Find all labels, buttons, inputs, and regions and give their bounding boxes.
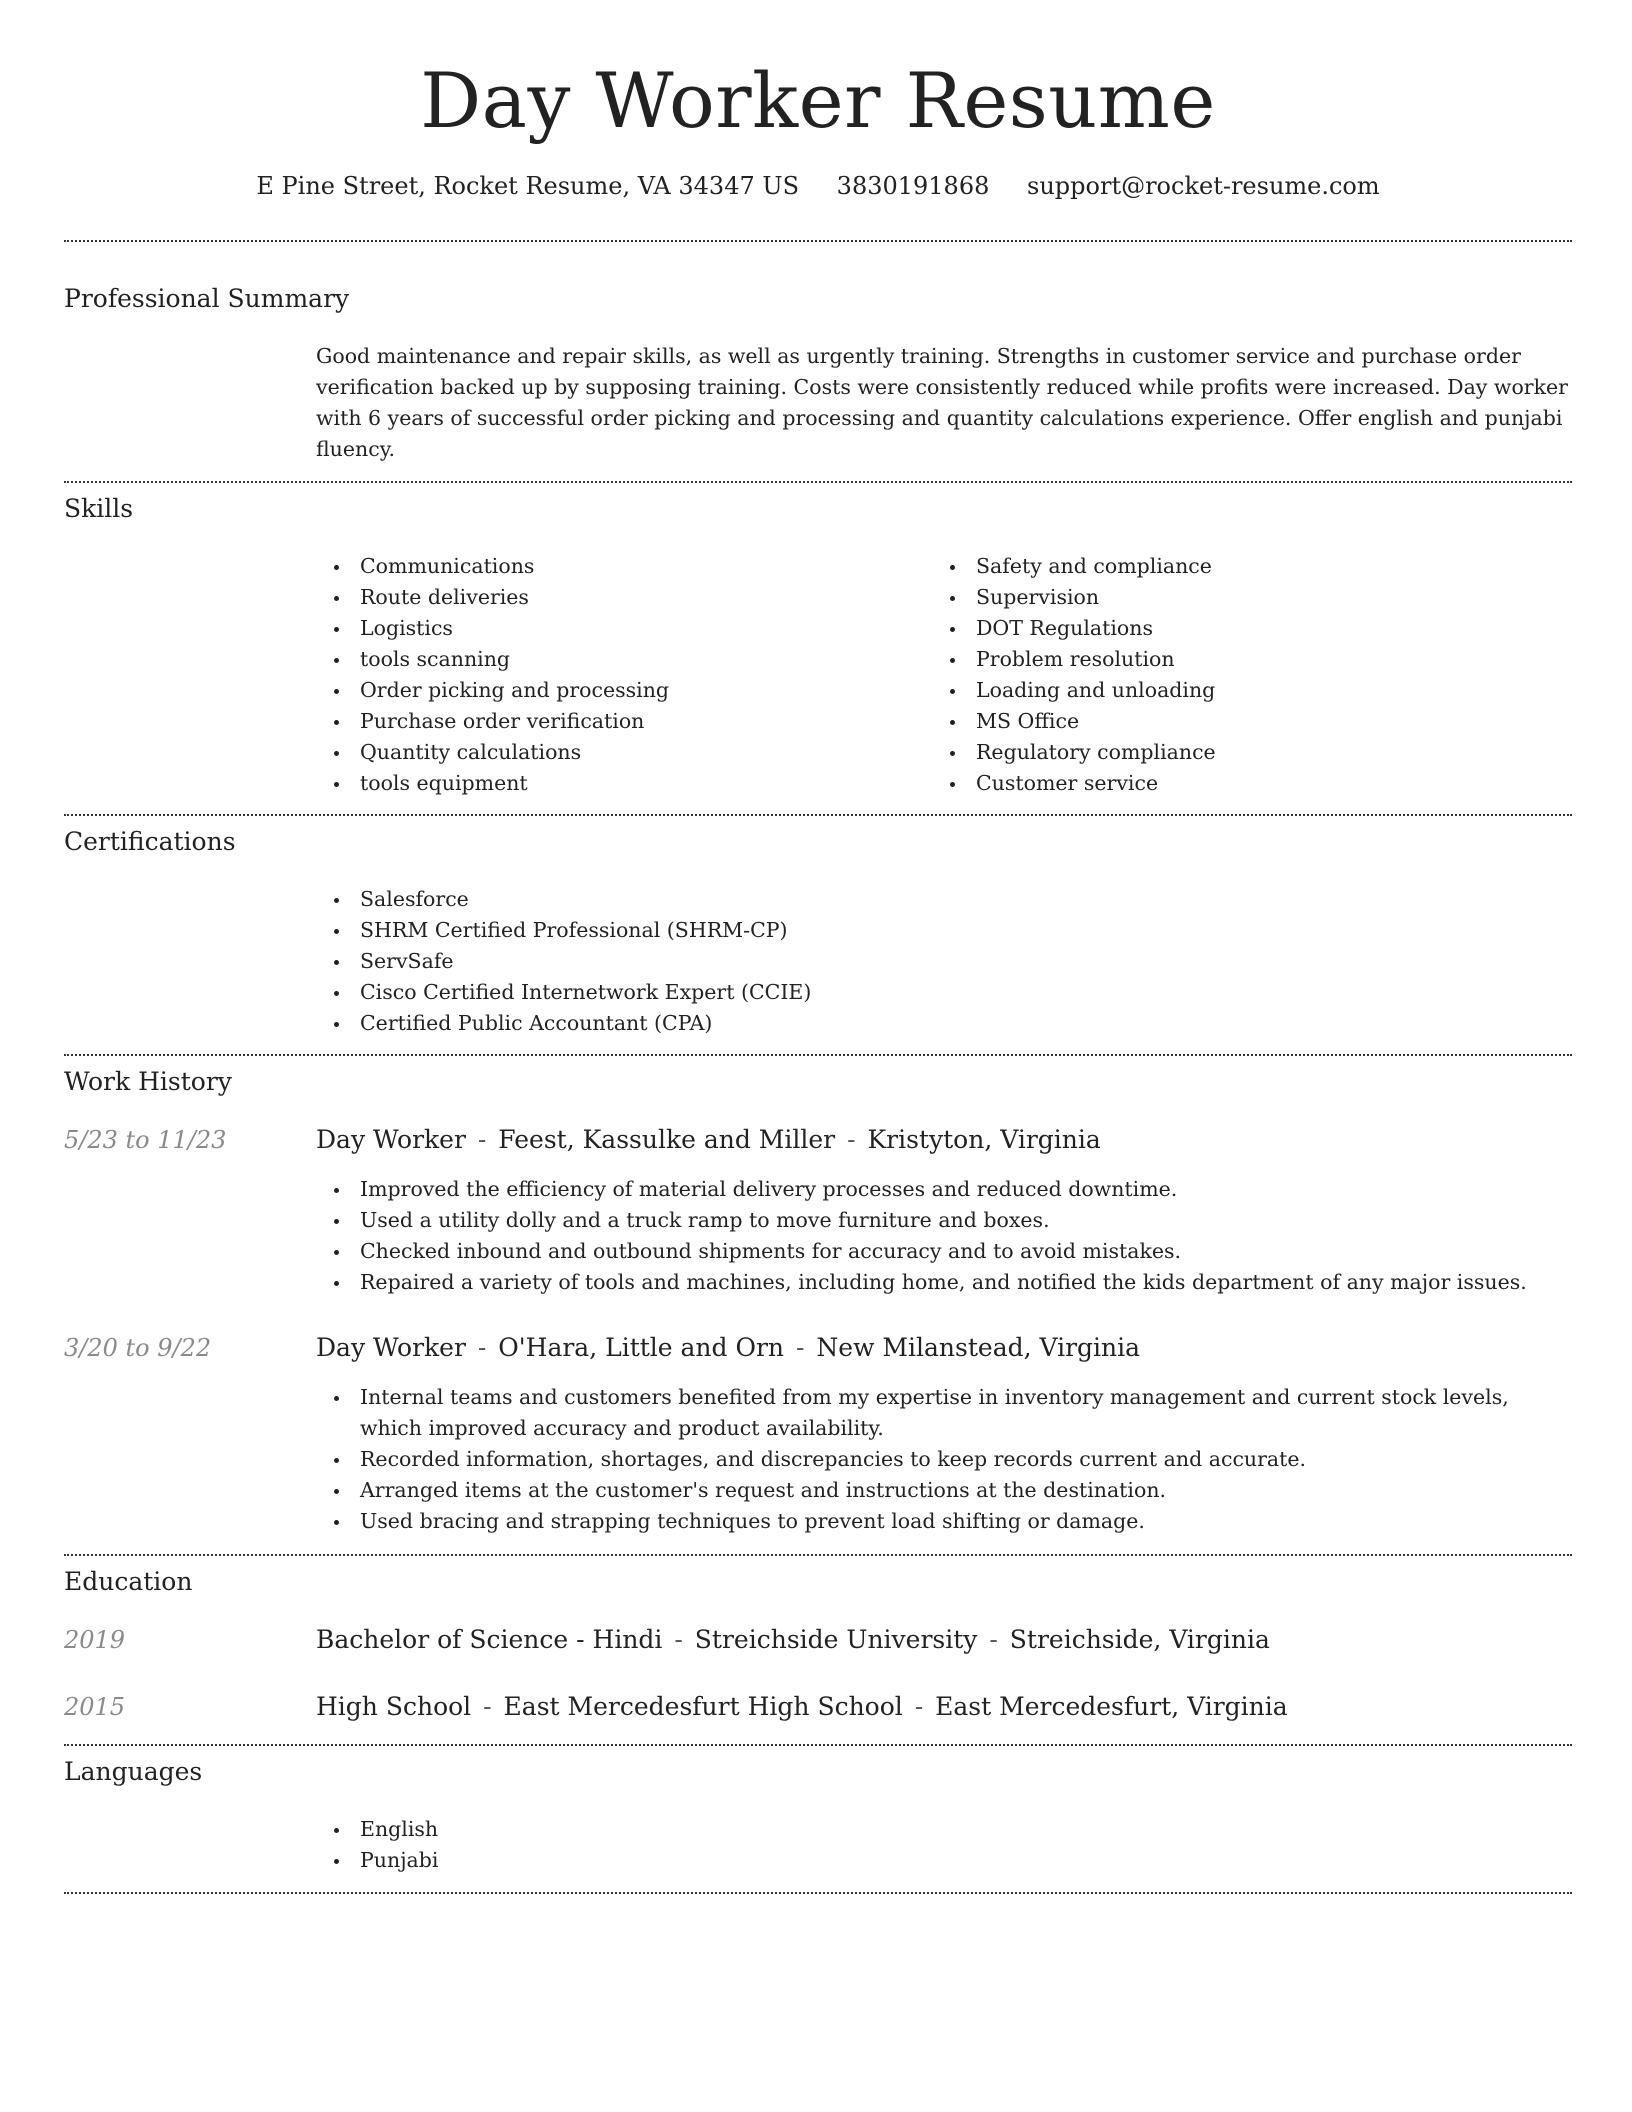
separator: -: [674, 1625, 683, 1654]
section-divider: [64, 1054, 1572, 1056]
job-title: Day Worker: [316, 1333, 466, 1362]
list-item: Recorded information, shortages, and discrepancies to keep records current and accurate.: [316, 1444, 1572, 1475]
list-item: tools scanning: [316, 644, 916, 675]
job-dates: 3/20 to 9/22: [64, 1334, 212, 1362]
certifications-list: [316, 884, 1516, 1039]
separator: -: [477, 1333, 487, 1362]
list-item: Repaired a variety of tools and machines, including home, and notified the kids department of any major issues.: [316, 1267, 1572, 1298]
list-item: Communications: [316, 551, 916, 582]
job-bullets: [316, 1382, 1572, 1537]
section-divider: [64, 1554, 1572, 1556]
list-item: DOT Regulations: [932, 613, 1532, 644]
list-item: Logistics: [316, 613, 916, 644]
section-divider: [64, 1744, 1572, 1746]
list-item: SHRM Certified Professional (SHRM-CP): [316, 915, 1516, 946]
list-item: ServSafe: [316, 946, 1516, 977]
contact-phone: 3830191868: [836, 172, 990, 200]
education-location: East Mercedesfurt, Virginia: [935, 1692, 1288, 1721]
list-item: Used a utility dolly and a truck ramp to move furniture and boxes.: [316, 1205, 1572, 1236]
job-company: O'Hara, Little and Orn: [498, 1333, 785, 1362]
job-company: Feest, Kassulke and Miller: [498, 1125, 836, 1154]
education-heading-line: [316, 1624, 1270, 1656]
job-title: Day Worker: [316, 1125, 466, 1154]
separator: -: [483, 1692, 492, 1721]
education-degree: Bachelor of Science - Hindi: [316, 1625, 663, 1654]
summary-text: Good maintenance and repair skills, as well as urgently training. Strengths in customer service and purchase order verification backed up by supposing training. Costs were consistently reduced while profits were increased. Day worker with 6 years of successful order picking and processing and quantity calculations experience. Offer english and punjabi fluency.: [316, 344, 1568, 461]
separator: -: [914, 1692, 924, 1721]
summary-heading: Professional Summary: [64, 284, 350, 313]
languages-heading: Languages: [64, 1757, 203, 1786]
education-year: 2015: [64, 1693, 126, 1721]
list-item: Certified Public Accountant (CPA): [316, 1008, 1516, 1039]
list-item: Cisco Certified Internetwork Expert (CCIE): [316, 977, 1516, 1008]
list-item: Regulatory compliance: [932, 737, 1532, 768]
list-item: Internal teams and customers benefited from my expertise in inventory management and current stock levels, which improved accuracy and product availability.: [316, 1382, 1572, 1444]
separator: -: [847, 1125, 856, 1154]
list-item: Supervision: [932, 582, 1532, 613]
contact-email: support@rocket-resume.com: [1027, 172, 1380, 200]
contact-address: E Pine Street, Rocket Resume, VA 34347 US: [256, 172, 800, 200]
separator: -: [796, 1333, 805, 1362]
separator: -: [477, 1125, 487, 1154]
list-item: Used bracing and strapping techniques to prevent load shifting or damage.: [316, 1506, 1572, 1537]
list-item: Loading and unloading: [932, 675, 1532, 706]
list-item: Customer service: [932, 768, 1532, 799]
job-location: New Milanstead, Virginia: [816, 1333, 1141, 1362]
list-item: Improved the efficiency of material delivery processes and reduced downtime.: [316, 1174, 1572, 1205]
education-heading: Education: [64, 1567, 193, 1596]
list-item: Problem resolution: [932, 644, 1532, 675]
section-divider: [64, 481, 1572, 483]
list-item: Arranged items at the customer's request and instructions at the destination.: [316, 1475, 1572, 1506]
list-item: Safety and compliance: [932, 551, 1532, 582]
list-item: MS Office: [932, 706, 1532, 737]
section-divider: [64, 240, 1572, 242]
skills-list-right: [932, 551, 1532, 799]
education-degree: High School: [316, 1692, 472, 1721]
education-location: Streichside, Virginia: [1009, 1625, 1270, 1654]
list-item: Route deliveries: [316, 582, 916, 613]
contact-line: [64, 170, 1572, 202]
resume-title: Day Worker Resume: [420, 56, 1216, 145]
certifications-heading: Certifications: [64, 827, 236, 856]
list-item: tools equipment: [316, 768, 916, 799]
list-item: Order picking and processing: [316, 675, 916, 706]
education-heading-line: [316, 1691, 1288, 1723]
separator: -: [989, 1625, 998, 1654]
list-item: Salesforce: [316, 884, 1516, 915]
list-item: English: [316, 1814, 916, 1845]
skills-list-left: [316, 551, 916, 799]
list-item: Punjabi: [316, 1845, 916, 1876]
list-item: Checked inbound and outbound shipments for accuracy and to avoid mistakes.: [316, 1236, 1572, 1267]
section-divider: [64, 814, 1572, 816]
job-bullets: [316, 1174, 1572, 1298]
education-school: East Mercedesfurt High School: [503, 1692, 903, 1721]
list-item: Purchase order verification: [316, 706, 916, 737]
education-year: 2019: [64, 1626, 126, 1654]
skills-heading: Skills: [64, 494, 134, 523]
list-item: Quantity calculations: [316, 737, 916, 768]
resume-page: [64, 0, 1572, 2112]
languages-list: [316, 1814, 916, 1876]
job-location: Kristyton, Virginia: [867, 1125, 1101, 1154]
job-heading: [316, 1124, 1101, 1156]
job-heading: [316, 1332, 1140, 1364]
section-divider: [64, 1892, 1572, 1894]
education-school: Streichside University: [694, 1625, 978, 1654]
work-history-heading: Work History: [64, 1067, 232, 1096]
job-dates: 5/23 to 11/23: [64, 1126, 227, 1154]
